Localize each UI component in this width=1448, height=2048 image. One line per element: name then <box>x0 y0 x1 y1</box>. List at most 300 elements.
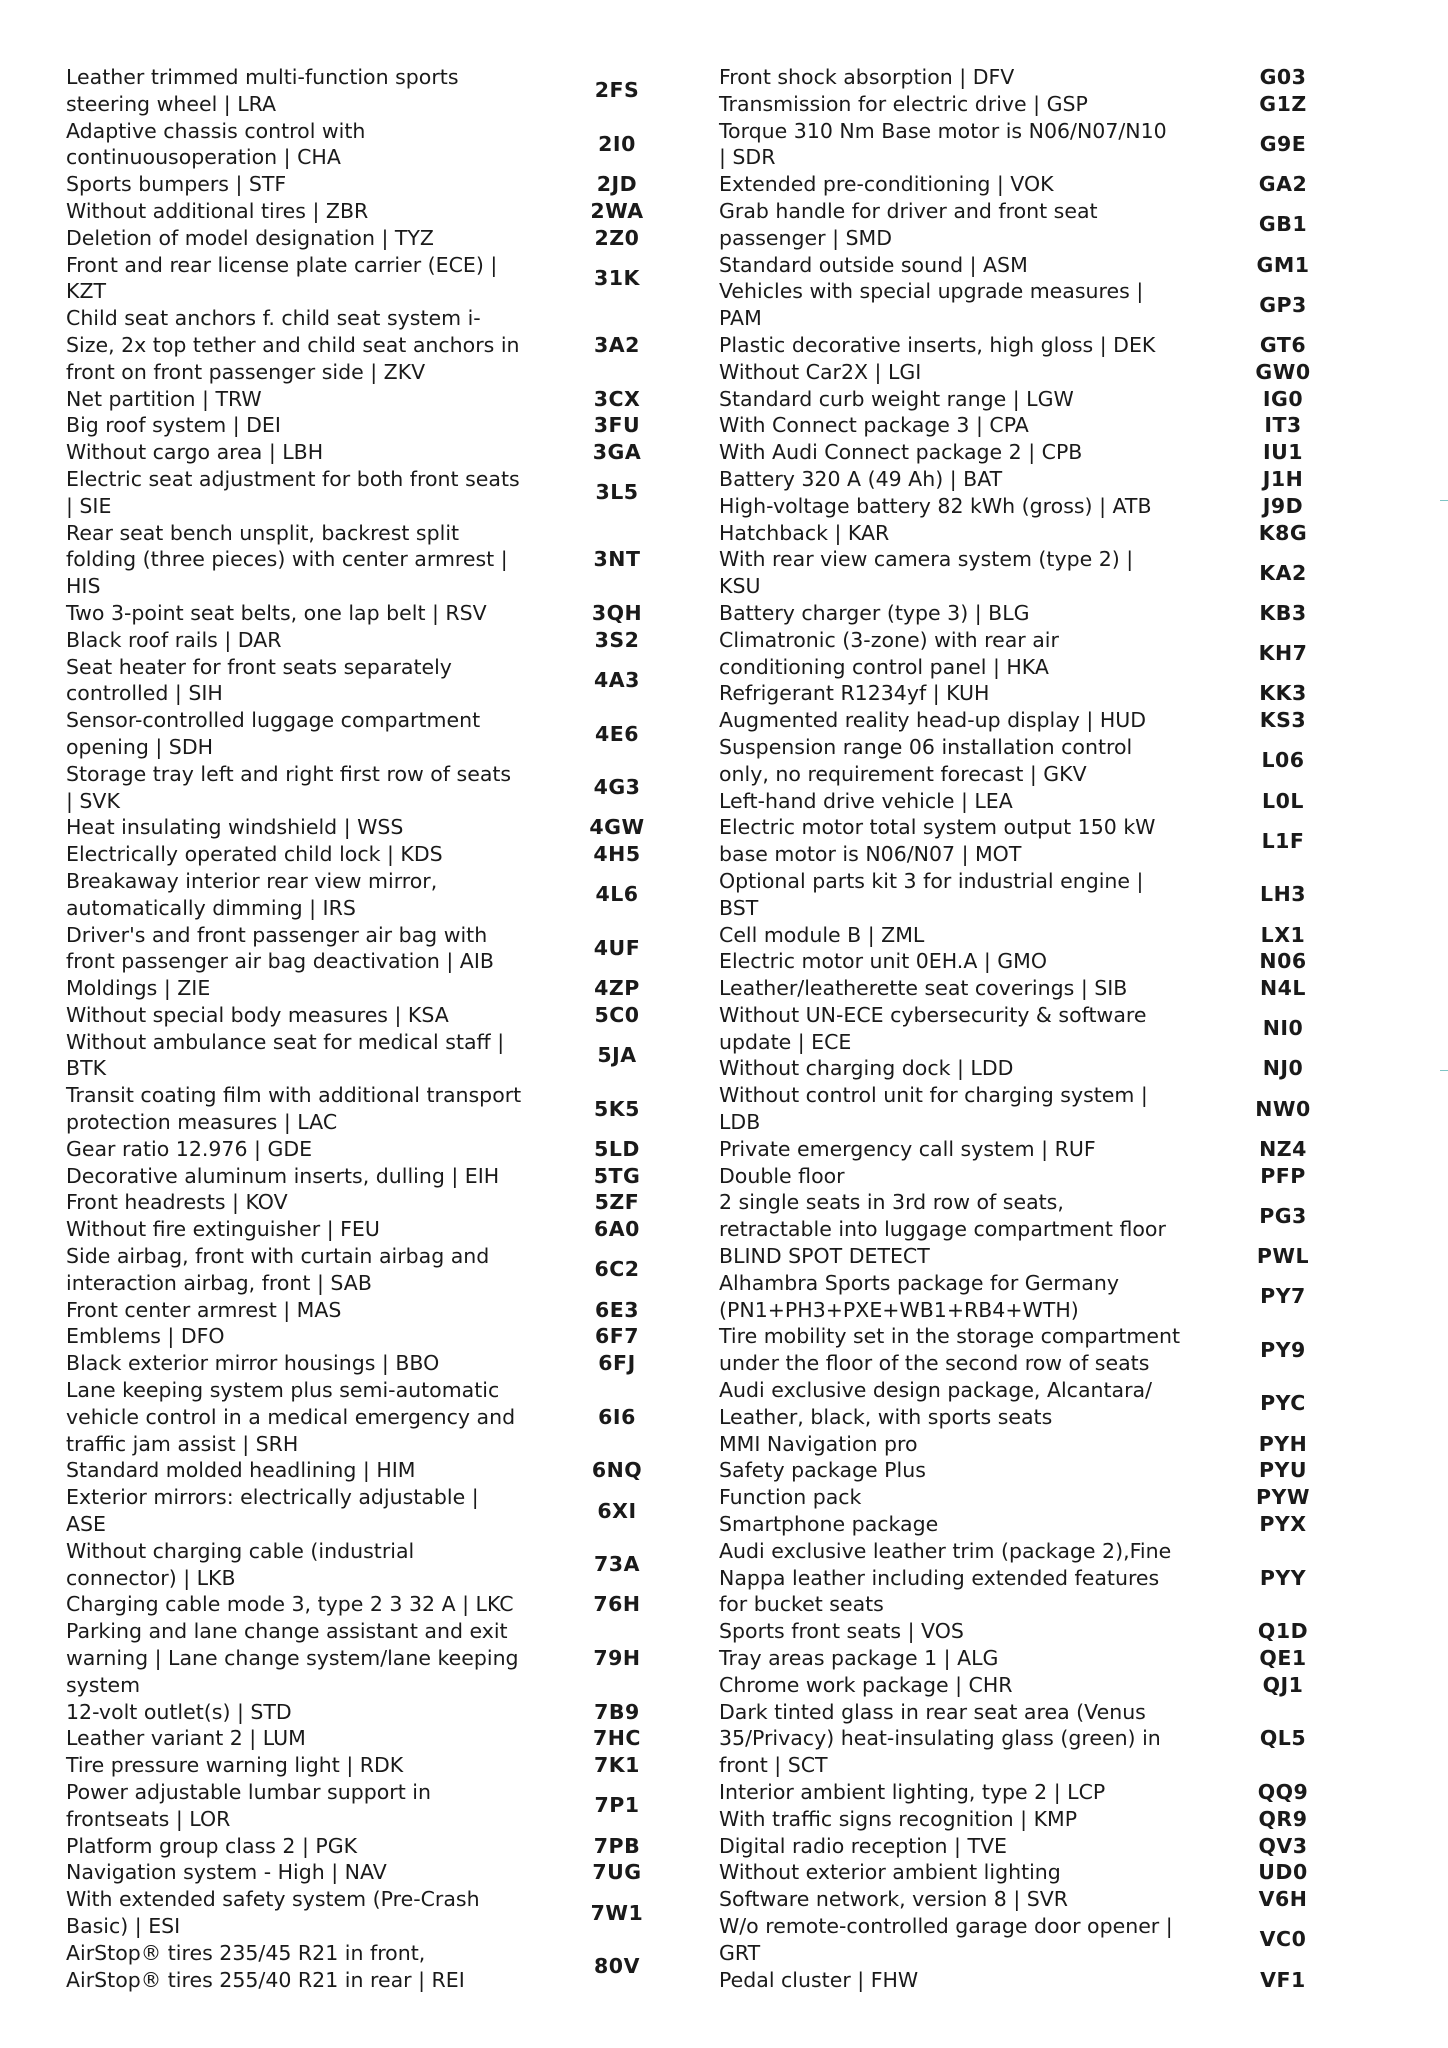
option-row <box>66 118 706 172</box>
option-code: VC0 <box>1259 1927 1307 1952</box>
option-code: NI0 <box>1262 1016 1304 1041</box>
option-row <box>66 627 706 654</box>
option-code: 5JA <box>597 1043 637 1068</box>
option-row <box>66 1699 706 1726</box>
option-code: 2WA <box>590 198 644 223</box>
option-row <box>66 1189 706 1216</box>
option-row <box>719 600 1369 627</box>
option-code: 5LD <box>594 1136 640 1161</box>
option-code: 2JD <box>596 172 638 197</box>
option-description: Software network, version 8 | SVR <box>719 1887 1069 1912</box>
option-description: Breakaway interior rear view mirror, automatically dimming | IRS <box>66 868 438 920</box>
option-description: Heat insulating windshield | WSS <box>66 815 404 840</box>
option-code: 4ZP <box>594 976 640 1001</box>
option-description: 2 single seats in 3rd row of seats, retractable into luggage compartment floor <box>719 1190 1166 1242</box>
option-row <box>719 118 1369 172</box>
option-code: 6XI <box>597 1498 637 1523</box>
option-description: Without charging cable (industrial connector) | LKB <box>66 1538 415 1590</box>
option-code: UD0 <box>1258 1860 1308 1885</box>
option-description: Leather variant 2 | LUM <box>66 1726 306 1751</box>
option-row <box>719 734 1369 788</box>
option-code: LX1 <box>1260 922 1306 947</box>
option-row <box>719 1672 1369 1699</box>
option-code: QE1 <box>1259 1646 1307 1671</box>
option-row <box>719 64 1369 91</box>
option-description: Standard molded headlining | HIM <box>66 1458 416 1483</box>
option-description: Front center armrest | MAS <box>66 1297 342 1322</box>
option-row <box>719 91 1369 118</box>
option-row <box>719 868 1369 922</box>
option-row <box>66 1243 706 1297</box>
option-row <box>66 1216 706 1243</box>
option-code: QR9 <box>1258 1806 1308 1831</box>
option-code: 5K5 <box>594 1096 640 1121</box>
option-code: 4L6 <box>595 882 639 907</box>
option-row <box>719 278 1369 332</box>
option-description: Moldings | ZIE <box>66 976 211 1001</box>
option-description: Black roof rails | DAR <box>66 627 282 652</box>
option-description: With Connect package 3 | CPA <box>719 413 1029 438</box>
option-description: Battery 320 A (49 Ah) | BAT <box>719 466 1003 491</box>
option-row <box>66 386 706 413</box>
option-description: Without control unit for charging system | LDB <box>719 1083 1148 1135</box>
option-description: AirStop® tires 235/45 R21 in front, AirStop® tires 255/40 R21 in rear | REI <box>66 1940 465 1992</box>
option-code: NZ4 <box>1259 1136 1307 1161</box>
option-row <box>66 305 706 385</box>
option-description: Seat heater for front seats separately controlled | SIH <box>66 654 452 706</box>
option-description: Augmented reality head-up display | HUD <box>719 708 1147 733</box>
option-row <box>66 1859 706 1886</box>
option-code: GA2 <box>1258 172 1308 197</box>
option-row <box>719 520 1369 547</box>
option-row <box>719 359 1369 386</box>
option-row <box>66 761 706 815</box>
option-description: Net partition | TRW <box>66 386 262 411</box>
option-code: J9D <box>1262 493 1304 518</box>
option-code: PYC <box>1260 1391 1306 1416</box>
option-code: GB1 <box>1258 212 1308 237</box>
option-row <box>719 252 1369 279</box>
option-description: With traffic signs recognition | KMP <box>719 1806 1078 1831</box>
option-row <box>719 1082 1369 1136</box>
option-row <box>719 1699 1369 1779</box>
option-description: Interior ambient lighting, type 2 | LCP <box>719 1780 1106 1804</box>
option-row <box>66 1886 706 1940</box>
option-row <box>66 1002 706 1029</box>
option-row <box>66 600 706 627</box>
option-description: W/o remote-controlled garage door opener | GRT <box>719 1913 1173 1965</box>
option-row <box>66 1618 706 1698</box>
option-row <box>719 707 1369 734</box>
option-row <box>719 1618 1369 1645</box>
option-description: With rear view camera system (type 2) | KSU <box>719 547 1134 599</box>
option-row <box>66 1082 706 1136</box>
option-row <box>719 1055 1369 1082</box>
option-description: Decorative aluminum inserts, dulling | EIH <box>66 1163 500 1188</box>
option-code: 4H5 <box>593 842 641 867</box>
option-description: With extended safety system (Pre-Crash Basic) | ESI <box>66 1887 480 1938</box>
option-row <box>719 1806 1369 1833</box>
option-code: G9E <box>1259 131 1307 156</box>
option-code: 7B9 <box>594 1699 640 1724</box>
option-code: GP3 <box>1259 292 1307 317</box>
option-code: VF1 <box>1260 1967 1306 1992</box>
option-row <box>719 948 1369 975</box>
option-row <box>719 788 1369 815</box>
option-row <box>719 171 1369 198</box>
option-row <box>719 1002 1369 1056</box>
option-row <box>66 1163 706 1190</box>
option-description: Navigation system - High | NAV <box>66 1860 387 1885</box>
option-code: NJ0 <box>1262 1056 1304 1081</box>
option-row <box>719 922 1369 949</box>
option-description: Without Car2X | LGI <box>719 359 922 384</box>
option-description: Emblems | DFO <box>66 1324 225 1349</box>
option-description: Without UN-ECE cybersecurity & software update | ECE <box>719 1002 1147 1054</box>
option-description: Adaptive chassis control with continuousoperation | CHA <box>66 118 366 170</box>
option-code: 2Z0 <box>594 225 640 250</box>
option-description: Deletion of model designation | TYZ <box>66 225 434 250</box>
option-row <box>719 680 1369 707</box>
option-code: IG0 <box>1262 386 1304 411</box>
option-row <box>66 1940 706 1994</box>
option-row <box>719 198 1369 252</box>
option-row <box>66 1591 706 1618</box>
option-code: NW0 <box>1255 1096 1311 1121</box>
option-code: N06 <box>1259 949 1307 974</box>
option-description: Electric motor unit 0EH.A | GMO <box>719 949 1047 974</box>
option-code: 6F7 <box>594 1324 640 1349</box>
option-row <box>66 1323 706 1350</box>
option-row <box>719 1538 1369 1618</box>
option-description: Transit coating film with additional transport protection measures | LAC <box>66 1083 522 1135</box>
option-row <box>719 386 1369 413</box>
option-code: 3S2 <box>594 627 640 652</box>
option-code: PFP <box>1260 1163 1306 1188</box>
option-description: Electric seat adjustment for both front seats | SIE <box>66 466 520 518</box>
option-code: KA2 <box>1259 560 1307 585</box>
edge-mark <box>1440 1070 1448 1071</box>
option-code: KK3 <box>1259 681 1307 706</box>
option-row <box>719 1243 1369 1270</box>
option-code: 7UG <box>592 1860 642 1885</box>
option-description: Without exterior ambient lighting <box>719 1860 1061 1885</box>
option-description: Audi exclusive leather trim (package 2),Fine Nappa leather including extended features for bucket seats <box>719 1538 1172 1617</box>
option-row <box>719 1833 1369 1860</box>
option-code: 4GW <box>589 815 645 840</box>
option-description: Function pack <box>719 1485 862 1510</box>
option-row <box>66 654 706 708</box>
option-code: 7PB <box>593 1833 641 1858</box>
option-description: Sports front seats | VOS <box>719 1619 964 1644</box>
option-row <box>719 1189 1369 1243</box>
option-row <box>719 1270 1369 1324</box>
option-description: Vehicles with special upgrade measures | PAM <box>719 279 1144 331</box>
option-description: Plastic decorative inserts, high gloss | DEK <box>719 332 1156 357</box>
option-description: Front headrests | KOV <box>66 1190 288 1215</box>
option-row <box>66 1029 706 1083</box>
option-row <box>719 1967 1369 1994</box>
option-description: Driver's and front passenger air bag with front passenger air bag deactivation | AIB <box>66 922 494 974</box>
option-code: 5C0 <box>594 1002 640 1027</box>
option-description: Leather trimmed multi-function sports steering wheel | LRA <box>66 65 459 116</box>
option-code: 7W1 <box>590 1900 644 1925</box>
option-row <box>66 1457 706 1484</box>
option-row <box>719 412 1369 439</box>
option-code: LH3 <box>1260 882 1306 907</box>
option-row <box>719 546 1369 600</box>
option-code: QJ1 <box>1262 1672 1304 1697</box>
option-row <box>719 1163 1369 1190</box>
option-row <box>66 439 706 466</box>
option-code: PYW <box>1256 1485 1310 1510</box>
option-description: Two 3-point seat belts, one lap belt | RSV <box>66 600 487 625</box>
option-code: PY7 <box>1260 1284 1306 1309</box>
option-row <box>66 1484 706 1538</box>
option-description: Without special body measures | KSA <box>66 1002 449 1027</box>
option-row <box>719 627 1369 681</box>
option-row <box>66 868 706 922</box>
option-code: 79H <box>593 1646 641 1671</box>
option-row <box>66 922 706 976</box>
option-code: IT3 <box>1264 413 1302 438</box>
option-code: PYU <box>1258 1458 1307 1483</box>
option-description: With Audi Connect package 2 | CPB <box>719 440 1083 465</box>
option-row <box>66 412 706 439</box>
option-description: Audi exclusive design package, Alcantara/ Leather, black, with sports seats <box>719 1378 1153 1429</box>
option-description: Smartphone package <box>719 1512 939 1537</box>
option-code: 31K <box>594 265 640 290</box>
option-description: Standard curb weight range | LGW <box>719 386 1074 411</box>
option-description: Transmission for electric drive | GSP <box>719 91 1088 116</box>
option-code: 4E6 <box>594 721 640 746</box>
option-description: Power adjustable lumbar support in frontseats | LOR <box>66 1780 431 1831</box>
option-row <box>719 1645 1369 1672</box>
right-column <box>719 64 1369 1993</box>
option-description: Torque 310 Nm Base motor is N06/N07/N10 | SDR <box>719 118 1167 170</box>
option-description: Grab handle for driver and front seat passenger | SMD <box>719 198 1098 250</box>
option-description: Standard outside sound | ASM <box>719 252 1028 277</box>
option-row <box>719 332 1369 359</box>
option-description: Extended pre-conditioning | VOK <box>719 172 1054 197</box>
option-row <box>719 975 1369 1002</box>
option-row <box>719 1484 1369 1511</box>
option-code: 5ZF <box>594 1190 640 1215</box>
option-description: Without cargo area | LBH <box>66 440 324 465</box>
option-description: Exterior mirrors: electrically adjustable | ASE <box>66 1485 479 1537</box>
option-description: Refrigerant R1234yf | KUH <box>719 681 990 706</box>
option-description: Cell module B | ZML <box>719 922 925 947</box>
option-code: 4G3 <box>593 775 641 800</box>
option-row <box>66 252 706 306</box>
option-code: G03 <box>1259 65 1307 89</box>
option-row <box>719 1779 1369 1806</box>
option-code: PYH <box>1258 1431 1308 1456</box>
option-code: KB3 <box>1259 600 1307 625</box>
option-code: GT6 <box>1259 332 1307 357</box>
option-description: Side airbag, front with curtain airbag and interaction airbag, front | SAB <box>66 1244 490 1295</box>
option-row <box>719 1136 1369 1163</box>
option-row <box>66 975 706 1002</box>
option-code: 6A0 <box>594 1217 640 1242</box>
option-row <box>66 64 706 118</box>
option-code: PYY <box>1259 1565 1307 1590</box>
option-description: Tire mobility set in the storage compartment under the floor of the second row of seats <box>719 1324 1181 1376</box>
option-code: PY9 <box>1260 1337 1306 1362</box>
option-row <box>66 1136 706 1163</box>
option-row <box>719 1859 1369 1886</box>
option-code: 80V <box>594 1954 640 1979</box>
option-description: 12-volt outlet(s) | STD <box>66 1699 292 1724</box>
option-code: 6NQ <box>591 1458 643 1483</box>
option-code: V6H <box>1258 1887 1308 1912</box>
option-description: Lane keeping system plus semi-automatic vehicle control in a medical emergency and traffic jam assist | SRH <box>66 1378 516 1456</box>
option-code: J1H <box>1262 466 1304 491</box>
option-description: Electric motor total system output 150 kW base motor is N06/N07 | MOT <box>719 815 1156 867</box>
option-description: Platform group class 2 | PGK <box>66 1833 358 1858</box>
option-code: K8G <box>1258 520 1308 545</box>
option-code: 6E3 <box>594 1297 640 1322</box>
option-code: 6C2 <box>594 1257 640 1282</box>
option-code: 3L5 <box>595 480 639 505</box>
option-code: 5TG <box>593 1163 641 1188</box>
option-code: KH7 <box>1258 641 1308 666</box>
option-code: N4L <box>1260 976 1306 1001</box>
option-code: PG3 <box>1259 1203 1307 1228</box>
option-description: MMI Navigation pro <box>719 1431 918 1456</box>
option-code: 7K1 <box>594 1753 640 1778</box>
option-row <box>719 814 1369 868</box>
option-row <box>719 1377 1369 1431</box>
option-code: QV3 <box>1258 1833 1308 1858</box>
option-description: Optional parts kit 3 for industrial engine | BST <box>719 868 1144 920</box>
option-code: 3CX <box>593 386 641 411</box>
option-description: Without ambulance seat for medical staff | BTK <box>66 1029 505 1081</box>
left-column <box>66 64 706 1993</box>
option-code: G1Z <box>1259 91 1307 116</box>
option-description: Climatronic (3-zone) with rear air conditioning control panel | HKA <box>719 627 1059 679</box>
option-row <box>66 1538 706 1592</box>
option-description: Big roof system | DEI <box>66 413 281 438</box>
option-description: Leather/leatherette seat coverings | SIB <box>719 976 1128 1001</box>
option-code: 4A3 <box>594 667 640 692</box>
option-code: 3GA <box>592 440 642 465</box>
option-description: Parking and lane change assistant and exit warning | Lane change system/lane keeping system <box>66 1619 519 1697</box>
option-description: High-voltage battery 82 kWh (gross) | ATB <box>719 493 1152 518</box>
option-code: L06 <box>1261 748 1305 773</box>
option-row <box>66 1297 706 1324</box>
option-row <box>719 1431 1369 1458</box>
option-code: IU1 <box>1262 440 1304 465</box>
option-row <box>719 493 1369 520</box>
option-description: Front and rear license plate carrier (ECE) | KZT <box>66 252 498 304</box>
option-code: GW0 <box>1255 359 1311 384</box>
option-description: Private emergency call system | RUF <box>719 1136 1096 1161</box>
option-row <box>66 707 706 761</box>
option-row <box>66 1377 706 1457</box>
option-code: 3FU <box>593 413 641 438</box>
option-row <box>719 1913 1369 1967</box>
option-row <box>66 1350 706 1377</box>
option-code: Q1D <box>1257 1619 1309 1644</box>
option-description: Charging cable mode 3, type 2 3 32 A | LKC <box>66 1592 514 1617</box>
option-code: 3QH <box>591 600 643 625</box>
option-row <box>719 1457 1369 1484</box>
option-code: L1F <box>1261 828 1305 853</box>
option-row <box>66 520 706 600</box>
option-code: 2FS <box>594 78 640 103</box>
option-row <box>719 439 1369 466</box>
option-code: 4UF <box>593 935 641 960</box>
option-row <box>66 1725 706 1752</box>
option-description: Tray areas package 1 | ALG <box>719 1646 999 1671</box>
option-row <box>66 466 706 520</box>
option-description: Without charging dock | LDD <box>719 1056 1014 1081</box>
option-description: Hatchback | KAR <box>719 520 890 545</box>
edge-mark <box>1440 500 1448 501</box>
option-description: Suspension range 06 installation control only, no requirement forecast | GKV <box>719 734 1133 786</box>
option-row <box>66 1833 706 1860</box>
option-description: Sports bumpers | STF <box>66 172 287 197</box>
option-row <box>719 1886 1369 1913</box>
option-row <box>66 1752 706 1779</box>
option-description: Dark tinted glass in rear seat area (Venus 35/Privacy) heat-insulating glass (green) in front | SCT <box>719 1699 1161 1778</box>
option-description: Tire pressure warning light | RDK <box>66 1753 404 1778</box>
option-description: Battery charger (type 3) | BLG <box>719 600 1030 625</box>
option-description: Alhambra Sports package for Germany (PN1+PH3+PXE+WB1+RB4+WTH) <box>719 1270 1119 1322</box>
option-row <box>66 171 706 198</box>
option-description: Electrically operated child lock | KDS <box>66 842 443 867</box>
option-code: PYX <box>1259 1512 1307 1537</box>
option-code: PWL <box>1256 1244 1310 1269</box>
option-description: Storage tray left and right first row of seats | SVK <box>66 761 512 813</box>
option-row <box>719 466 1369 493</box>
option-description: Black exterior mirror housings | BBO <box>66 1351 440 1376</box>
option-row <box>66 1779 706 1833</box>
option-description: Front shock absorption | DFV <box>719 65 1015 89</box>
option-row <box>719 1511 1369 1538</box>
option-code: 7P1 <box>594 1793 640 1818</box>
option-row <box>66 841 706 868</box>
option-description: Left-hand drive vehicle | LEA <box>719 788 1013 813</box>
option-description: Double floor <box>719 1163 845 1188</box>
option-code: 2I0 <box>598 131 636 156</box>
option-code: L0L <box>1262 788 1304 813</box>
option-description: BLIND SPOT DETECT <box>719 1244 930 1269</box>
option-code: KS3 <box>1259 708 1307 733</box>
option-description: Without additional tires | ZBR <box>66 198 369 223</box>
option-description: Chrome work package | CHR <box>719 1672 1013 1697</box>
option-row <box>66 814 706 841</box>
option-row <box>66 198 706 225</box>
option-code: 3NT <box>593 547 641 572</box>
option-code: 6I6 <box>598 1404 636 1429</box>
option-description: Sensor-controlled luggage compartment opening | SDH <box>66 708 481 759</box>
option-row <box>66 225 706 252</box>
option-code: 73A <box>594 1552 640 1577</box>
option-code: 76H <box>593 1592 641 1617</box>
option-code: QL5 <box>1259 1726 1307 1751</box>
option-description: Without fire extinguisher | FEU <box>66 1217 380 1242</box>
option-description: Child seat anchors f. child seat system i- Size, 2x top tether and child seat anchors in front on front passenger side | ZKV <box>66 306 520 384</box>
option-code: QQ9 <box>1257 1780 1309 1804</box>
option-description: Pedal cluster | FHW <box>719 1967 919 1992</box>
option-description: Safety package Plus <box>719 1458 926 1483</box>
option-code: 7HC <box>593 1726 641 1751</box>
option-row <box>719 1323 1369 1377</box>
option-code: 3A2 <box>594 332 640 357</box>
option-code: 6FJ <box>598 1351 636 1376</box>
